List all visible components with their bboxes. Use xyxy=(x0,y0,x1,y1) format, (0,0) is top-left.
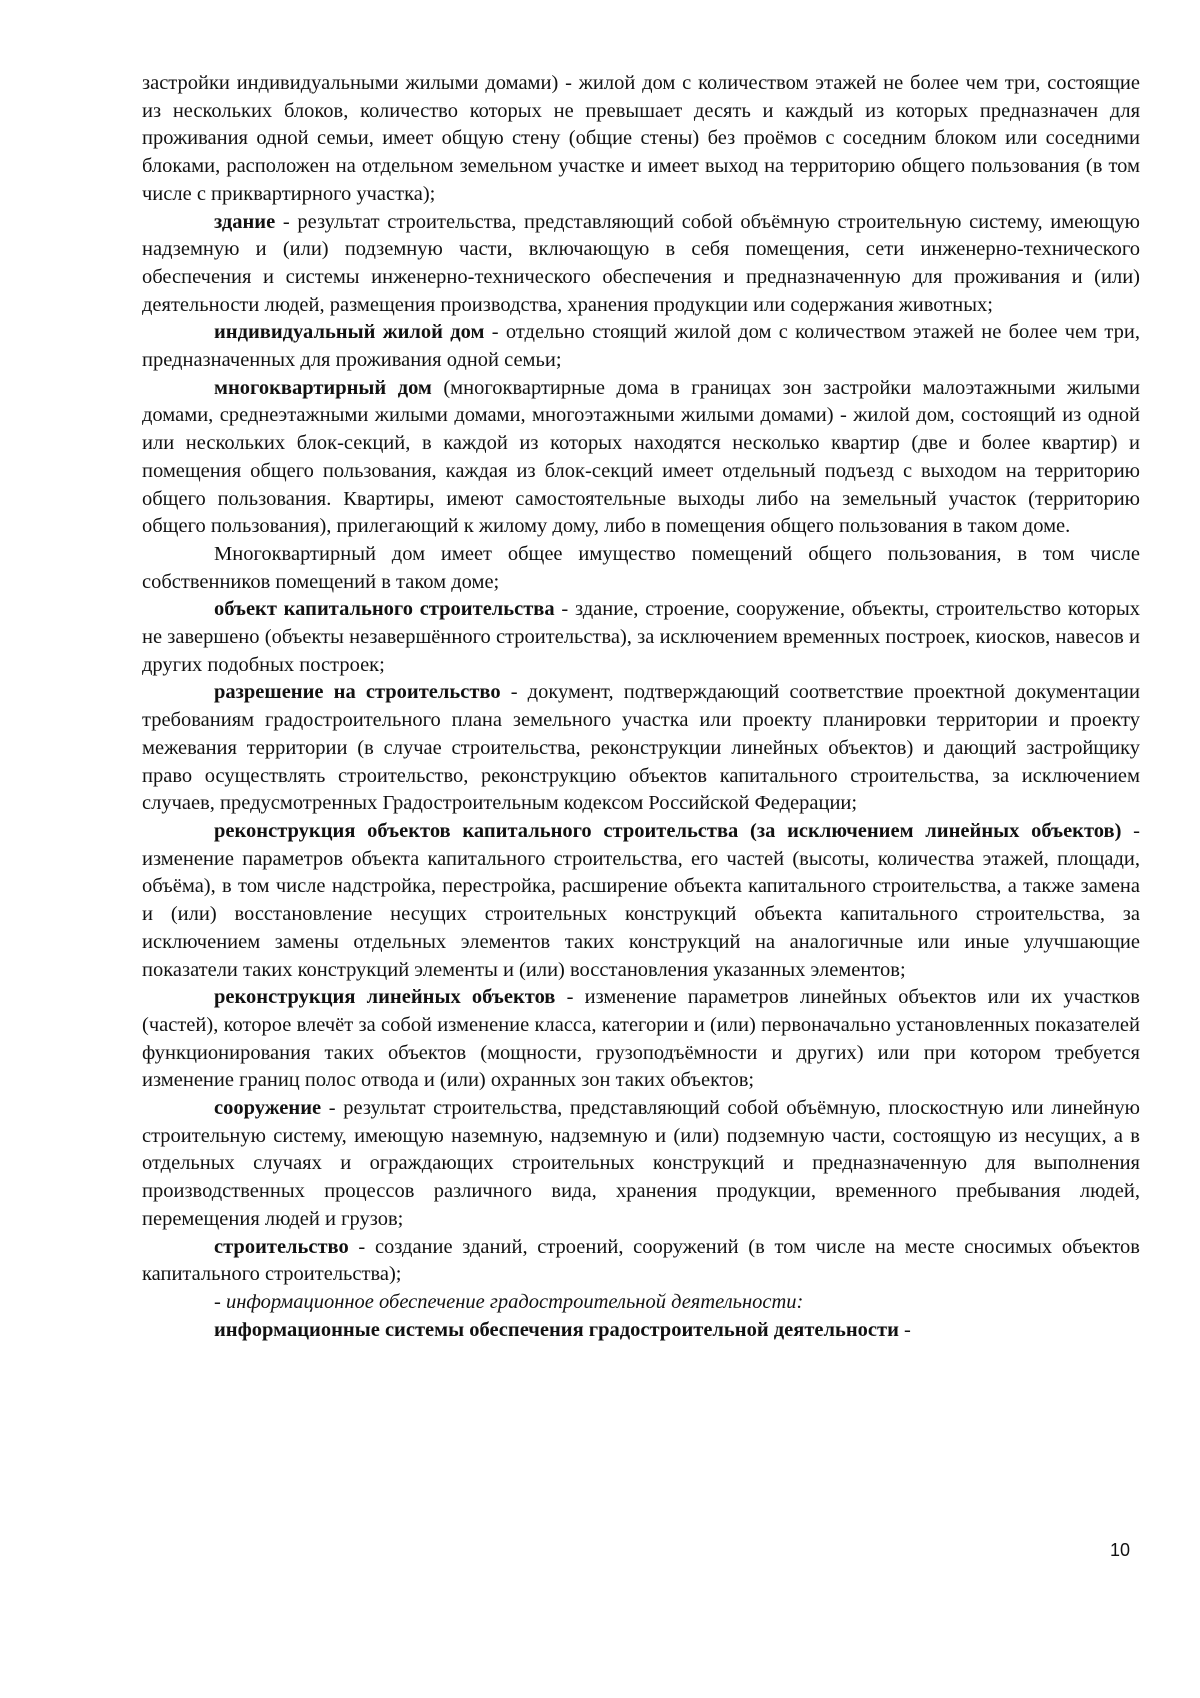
paragraph-text: застройки индивидуальными жилыми домами) - жилой дом с количеством этажей не более чем три, состоящие из нескольких блоков, количество которых не превышает десять и каждый из которых предназначен для проживания одной семьи, имеет общую стену (общие стены) без проёмов с соседним блоком или соседними блоками, расположен на отдельном земельном участке и имеет выход на территорию общего пользования (в том числе с приквартирного участка); xyxy=(142,72,1140,205)
paragraph-individual-house xyxy=(142,319,1140,374)
definition: - xyxy=(898,1318,911,1341)
section-heading-info-support xyxy=(142,1289,1140,1317)
definition: (многоквартирные дома в границах зон застройки малоэтажными жилыми домами, среднеэтажными жилыми домами, многоэтажными жилыми домами) - жилой дом, состоящий из одной или нескольких блок-секций, в каждой из которых находятся несколько квартир (две и более квартир) и помещения общего пользования, каждая из блок-секций имеет отдельный подъезд с выходом на территорию общего пользования. Квартиры, имеют самостоятельные выходы либо на земельный участок (территорию общего пользования), прилегающий к жилому дому, либо в помещения общего пользования в таком доме. xyxy=(142,376,1140,538)
term: разрешение на строительство xyxy=(214,681,501,704)
term: сооружение xyxy=(214,1097,322,1120)
paragraph-apartment-building xyxy=(142,375,1140,541)
term: объект капитального строительства xyxy=(214,598,555,621)
paragraph-construction xyxy=(142,1234,1140,1289)
term: строительство xyxy=(214,1235,349,1258)
paragraph-blocked-house-continuation xyxy=(142,70,1140,209)
definition: - результат строительства, представляющий собой объёмную, плоскостную или линейную строительную систему, имеющую наземную, надземную и (или) подземную части, состоящую из несущих, а в отдельных случаях и ограждающих строительных конструкций и предназначенную для выполнения производственных процессов различного вида, хранения продукции, временного пребывания людей, перемещения людей и грузов; xyxy=(142,1097,1140,1230)
paragraph-structure xyxy=(142,1095,1140,1234)
term: здание xyxy=(214,210,276,233)
page-number: 10 xyxy=(1110,1540,1131,1560)
definition: - изменение параметров линейных объектов или их участков (частей), которое влечёт за собой изменение класса, категории и (или) первоначально установленных показателей функционирования таких объектов (мощности, грузоподъёмности и других) или при котором требуется изменение границ полос отвода и (или) охранных зон таких объектов; xyxy=(142,986,1140,1092)
term: многоквартирный дом xyxy=(214,376,432,399)
term: информационные системы обеспечения градостроительной деятельности xyxy=(214,1318,899,1341)
term: реконструкция объектов капитального строительства (за исключением линейных объектов) xyxy=(214,819,1122,842)
paragraph-building xyxy=(142,209,1140,320)
definition: - изменение параметров объекта капитального строительства, его частей (высоты, количества этажей, площади, объёма), в том числе надстройка, перестройка, расширение объекта капитального строительства, а также замена и (или) восстановление несущих строительных конструкций объекта капитального строительства, за исключением замены отдельных элементов таких конструкций на аналогичные или иные улучшающие показатели таких конструкций элементы и (или) восстановления указанных элементов; xyxy=(142,819,1140,981)
paragraph-building-permit xyxy=(142,679,1140,818)
definition: - здание, строение, сооружение, объекты, строительство которых не завершено (объекты незавершённого строительства), за исключением временных построек, киосков, навесов и других подобных построек; xyxy=(142,598,1140,676)
document-page xyxy=(142,70,1140,1560)
definition: - документ, подтверждающий соответствие проектной документации требованиям градостроительного плана земельного участка или проекту планировки территории и проекту межевания территории (в случае строительства, реконструкции линейных объектов) и дающий застройщику право осуществлять строительство, реконструкцию объектов капитального строительства, за исключением случаев, предусмотренных Градостроительным кодексом Российской Федерации; xyxy=(142,681,1140,815)
definition: - отдельно стоящий жилой дом с количеством этажей не более чем три, предназначенных для проживания одной семьи; xyxy=(142,321,1140,372)
paragraph-reconstruction-capital xyxy=(142,818,1140,984)
definition: - результат строительства, представляющий собой объёмную строительную систему, имеющую надземную и (или) подземную части, включающую в себя помещения, сети инженерно-технического обеспечения и системы инженерно-технического обеспечения и предназначенную для проживания и (или) деятельности людей, размещения производства, хранения продукции или содержания животных; xyxy=(142,210,1140,316)
definition: - создание зданий, строений, сооружений (в том числе на месте сносимых объектов капитального строительства); xyxy=(142,1235,1140,1286)
paragraph-capital-construction-object xyxy=(142,596,1140,679)
paragraph-text: Многоквартирный дом имеет общее имущество помещений общего пользования, в том числе собственников помещений в таком доме; xyxy=(142,542,1140,593)
paragraph-info-systems xyxy=(142,1317,1140,1345)
term: индивидуальный жилой дом xyxy=(214,321,485,344)
term: реконструкция линейных объектов xyxy=(214,986,556,1009)
section-heading-text: - информационное обеспечение градостроительной деятельности: xyxy=(214,1290,804,1313)
paragraph-reconstruction-linear xyxy=(142,984,1140,1095)
paragraph-apartment-building-property xyxy=(142,541,1140,596)
